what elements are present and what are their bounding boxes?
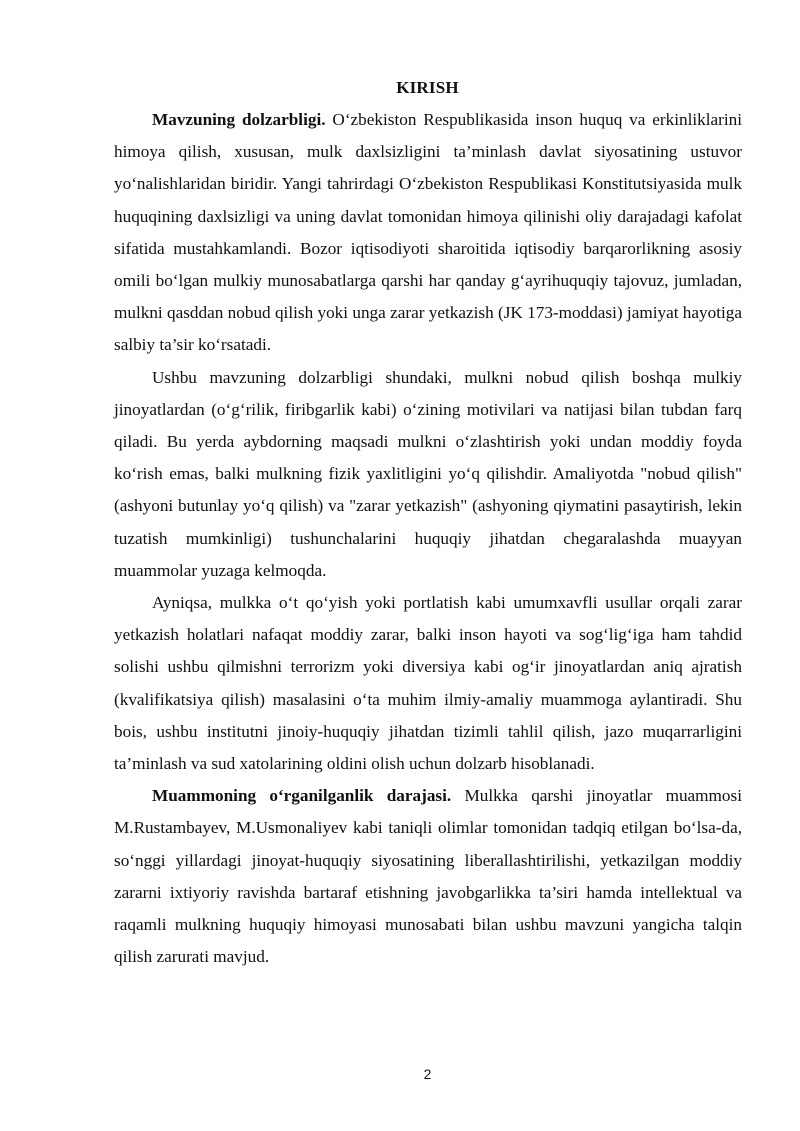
paragraph-qualification — [114, 587, 742, 780]
body-text — [114, 104, 742, 973]
paragraph-text: Mulkka qarshi jinoyatlar muammosi M.Rustambayev, M.Usmonaliyev kabi taniqli olimlar tomonidan tadqiq etilgan bo‘lsa-da, so‘nggi yillardagi jinoyat-huquqiy siyosatining liberallashtirilishi, yetkazilgan moddiy zararni ixtiyoriy ravishda bartaraf etishning javobgarlikka ta’siri hamda intellektual va raqamli mulkning huquqiy himoyasi munosabati bilan ushbu mavzuni yangicha talqin qilish zarurati mavjud. — [114, 786, 742, 967]
section-title: KIRISH — [396, 78, 459, 97]
paragraph-lead: Mavzuning dolzarbligi. — [152, 110, 326, 129]
paragraph-relevance — [114, 104, 742, 362]
paragraph-text: O‘zbekiston Respublikasida inson huquq va erkinliklarini himoya qilish, xususan, mulk daxlsizligini ta’minlash davlat siyosatining ustuvor yo‘nalishlaridan biridir. Yangi tahrirdagi O‘zbekiston Respublikasi Konstitutsiyasida mulk huquqining daxlsizligi va uning davlat tomonidan himoya qilinishi oliy darajadagi kafolat sifatida mustahkamlandi. Bozor iqtisodiyoti sharoitida iqtisodiy barqarorlikning asosiy omili bo‘lgan mulkiy munosabatlarga qarshi har qanday g‘ayrihuquqiy tajovuz, jumladan, mulkni qasddan nobud qilish yoki unga zarar yetkazish (JK 173-moddasi) jamiyat hayotiga salbiy ta’sir ko‘rsatadi. — [114, 110, 743, 355]
paragraph-study-level — [114, 780, 742, 973]
paragraph-text: Ayniqsa, mulkka o‘t qo‘yish yoki portlatish kabi umumxavfli usullar orqali zarar yetkazish holatlari nafaqat moddiy zarar, balki inson hayoti va sog‘lig‘iga ham tahdid solishi ushbu qilmishni terrorizm yoki diversiya kabi og‘ir jinoyatlardan aniq ajratish (kvalifikatsiya qilish) masalasini o‘ta muhim ilmiy-amaliy muammoga aylantiradi. Shu bois, ushbu institutni jinoiy-huquqiy jihatdan tizimli tahlil qilish, jazo muqarrarligini ta’minlash va sud xatolarining oldini olish uchun dolzarb hisoblanadi. — [114, 593, 742, 774]
page-number: 2 — [423, 1066, 432, 1082]
paragraph-text: Ushbu mavzuning dolzarbligi shundaki, mulkni nobud qilish boshqa mulkiy jinoyatlardan (o‘g‘rilik, firibgarlik kabi) o‘zining motivilari va natijasi bilan tubdan farq qiladi. Bu yerda aybdorning maqsadi mulkni o‘zlashtirish yoki undan moddiy foyda ko‘rish emas, balki mulkning fizik yaxlitligini yo‘q qilishdir. Amaliyotda "nobud qilish" (ashyoni butunlay yo‘q qilish) va "zarar yetkazish" (ashyoning qiymatini pasaytirish, lekin tuzatish mumkinligi) tushunchalarini huquqiy jihatdan chegaralashda muayyan muammolar yuzaga kelmoqda. — [114, 367, 742, 580]
paragraph-relevance-detail — [114, 362, 742, 587]
paragraph-lead: Muammoning o‘rganilganlik darajasi. — [152, 786, 452, 806]
